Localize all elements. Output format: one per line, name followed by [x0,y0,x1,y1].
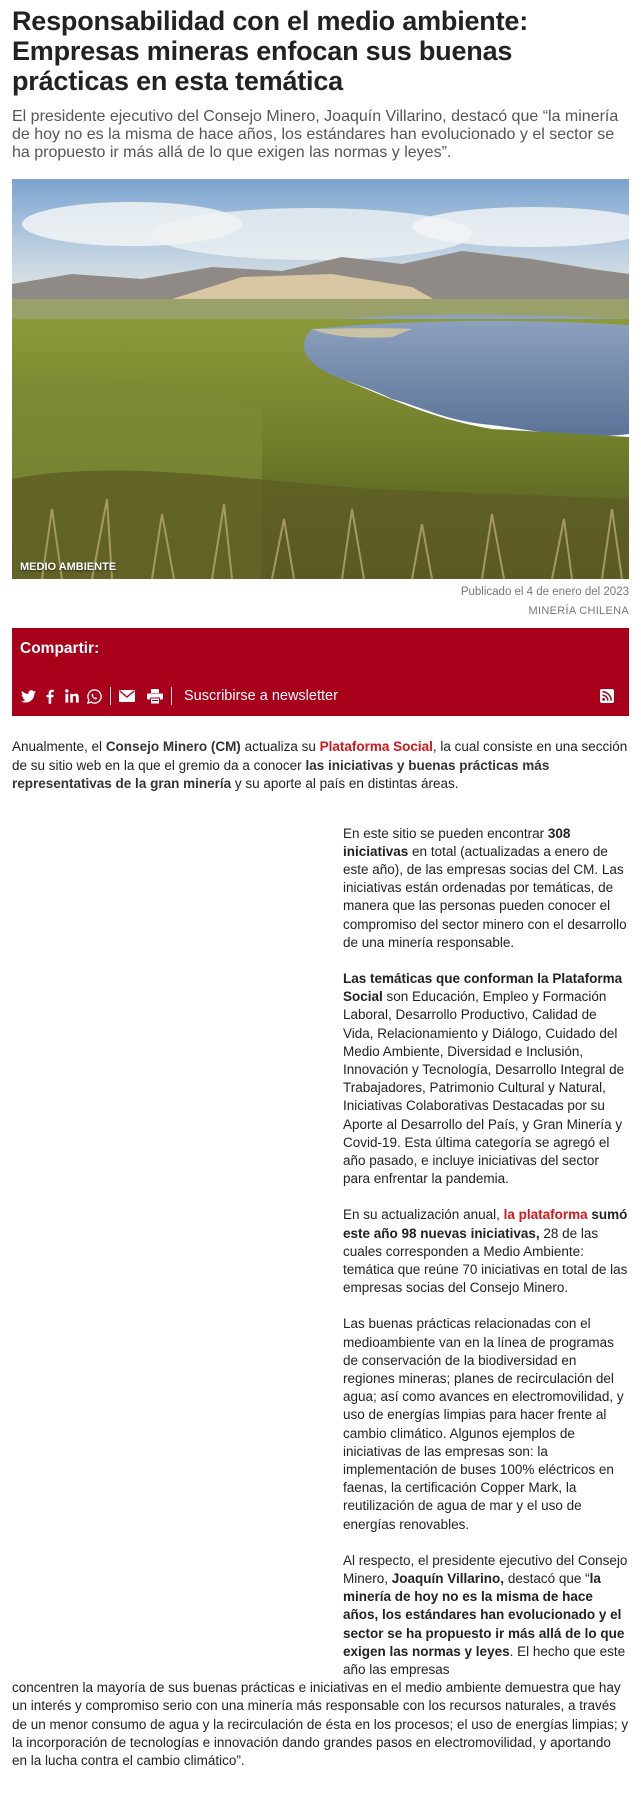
bold-text: Las temáticas que conforman la Plataforma Social [343,970,623,1005]
text: . El hecho que este año las empresas [343,1643,626,1678]
text: son Educación, Empleo y Formación Laboral, Desarrollo Productivo, Calidad de Vida, Relacionamiento y Diálogo, Cuidado del Medio Ambiente, Diversidad e Inclusión, Innovación y Tecnología, Desarrollo Integral de Trabajadores, Patrimonio Cultural y Natural, Iniciativas Colaborativas Destacadas por su Aporte al Desarrollo del País, y Gran Minería y Covid-19. Esta última categoría se agregó el año pasado, e incluye iniciativas del sector para enfrentar la pandemia. [343,989,625,1187]
linkedin-icon[interactable] [64,688,80,704]
bold-text: 308 iniciativas [343,825,571,859]
bold-text: las iniciativas y buenas prácticas más representativas de la gran minería [12,757,550,791]
text: Anualmente, el [12,739,106,754]
bold-text: sumó este año 98 nuevas iniciativas, [343,1207,628,1241]
text: Al respecto, el presidente ejecutivo del Consejo Minero, [343,1552,628,1587]
facebook-icon[interactable] [42,688,58,704]
article [12,6,629,1770]
plataforma-link[interactable]: la plataforma [503,1207,588,1223]
paragraph-practices: Las buenas prácticas relacionadas con el medioambiente van en la línea de programas de conservación de la biodiversidad en regiones mineras; planes de recirculación del agua; así como avances en electromovilidad, y uso de energías limpias para hacer frente al cambio climático. Algunos ejemplos de iniciativas de las empresas son: la implementación de buses 100% eléctricos en faenas, la certificación Copper Mark, la reutilización de agua de mar y el uso de energías renovables. [343,1316,624,1532]
bold-text: Joaquín Villarino, [391,1571,505,1587]
text: en total (actualizadas a enero de este año), de las empresas socias del CM. Las iniciativas están ordenadas por temáticas, de manera que las personas pueden conocer el compromiso del sector minero con el desarrollo de una minería responsable. [343,843,627,950]
paragraph-quote-continued: concentren la mayoría de sus buenas prácticas e iniciativas en el medio ambiente demuestra que hay un interés y compromiso serio con una minería más responsable con los recursos naturales, a través de un menor consumo de agua y la recirculación de ésta en los procesos; el uso de energías limpias; y la incorporación de tecnologías e innovación dando grandes pasos en electromovilidad, y aportando en la lucha contra el cambio climático”. [12,1680,629,1769]
email-icon[interactable] [119,688,135,704]
text: actualiza su [240,739,320,754]
share-title: Compartir: [20,640,100,657]
share-bar [12,628,629,716]
hero-image [12,179,629,579]
body-column [343,825,629,1680]
bold-text: Consejo Minero (CM) [105,739,241,754]
category-tag[interactable]: MEDIO AMBIENTE [20,561,117,573]
print-icon[interactable] [147,688,163,704]
wetland-landscape-photo [12,179,629,579]
paragraph-quote [343,1552,629,1679]
share-buttons [20,686,621,706]
text: destacó que “ [504,1571,590,1587]
article-title: Responsabilidad con el medio ambiente: Empresas mineras enfocan sus buenas prácticas en esta temática [12,6,528,96]
text: , la cual consiste en una sección de su sitio web en la que el gremio da a conocer [12,739,628,773]
source-label: MINERÍA CHILENA [528,605,629,617]
divider [110,687,111,705]
divider [171,687,172,705]
rss-icon[interactable] [599,688,615,704]
text: y su aporte al país en distintas áreas. [231,776,459,791]
twitter-icon[interactable] [20,688,36,704]
intro-paragraph [12,738,629,794]
bold-quote: la minería de hoy no es la misma de hace años, los estándares han evolucionado y el sector se ha propuesto ir más allá de lo que exigen las normas y leyes [343,1571,625,1659]
plataforma-social-link[interactable]: Plataforma Social [319,739,433,754]
text: En este sitio se pueden encontrar [343,825,548,841]
text: En su actualización anual, [343,1207,504,1223]
newsletter-link[interactable]: Suscribirse a newsletter [184,688,338,704]
paragraph-themes [343,970,629,1188]
text: 28 de las cuales corresponden a Medio Ambiente: temática que reúne 70 iniciativas en total de las empresas socias del Consejo Minero. [343,1225,628,1296]
whatsapp-icon[interactable] [86,688,102,704]
article-lead: El presidente ejecutivo del Consejo Minero, Joaquín Villarino, destacó que “la minería de hoy no es la misma de hace años, los estándares han evolucionado y el sector se ha propuesto ir más allá de lo que exigen las normas y leyes”. [12,108,619,161]
paragraph-initiatives [343,825,629,952]
paragraph-update [343,1206,629,1297]
published-date: Publicado el 4 de enero del 2023 [460,586,629,598]
